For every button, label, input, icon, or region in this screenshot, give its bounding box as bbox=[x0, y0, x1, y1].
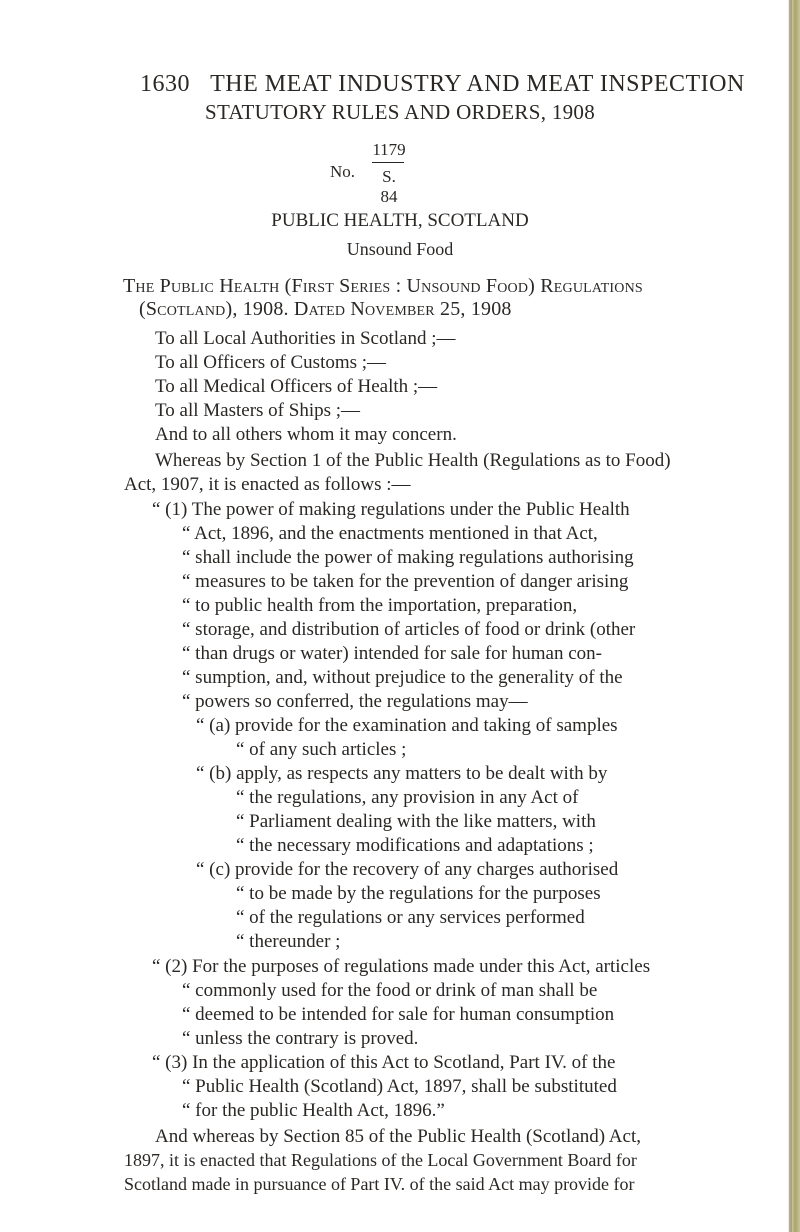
quoted-line: “ (2) For the purposes of regulations made under this Act, articles bbox=[152, 956, 651, 977]
quoted-line: “ (a) provide for the examination and taking of samples bbox=[196, 715, 618, 736]
page-number: 1630 bbox=[140, 71, 190, 97]
quoted-line: “ sumption, and, without prejudice to the generality of the bbox=[182, 667, 623, 688]
subject-heading: PUBLIC HEALTH, SCOTLAND bbox=[271, 210, 529, 231]
address-line: To all Officers of Customs ;— bbox=[155, 352, 387, 373]
quoted-line: “ thereunder ; bbox=[236, 931, 341, 952]
quoted-line: “ than drugs or water) intended for sale for human con- bbox=[182, 643, 602, 664]
fraction-bar bbox=[372, 162, 404, 163]
quoted-line: “ (1) The power of making regulations under the Public Health bbox=[152, 499, 630, 520]
quoted-line: “ for the public Health Act, 1896.” bbox=[182, 1100, 445, 1121]
address-line: And to all others whom it may concern. bbox=[155, 424, 457, 445]
running-title: THE MEAT INDUSTRY AND MEAT INSPECTION bbox=[210, 71, 745, 97]
quoted-line: “ commonly used for the food or drink of man shall be bbox=[182, 980, 598, 1001]
quoted-line: “ unless the contrary is proved. bbox=[182, 1028, 419, 1049]
quoted-line: “ (b) apply, as respects any matters to be dealt with by bbox=[196, 763, 608, 784]
order-heading: STATUTORY RULES AND ORDERS, 1908 bbox=[204, 100, 596, 124]
quoted-line: “ to public health from the importation, preparation, bbox=[182, 595, 578, 616]
quoted-line: “ of the regulations or any services performed bbox=[236, 907, 585, 928]
quoted-line: “ (3) In the application of this Act to Scotland, Part IV. of the bbox=[152, 1052, 616, 1073]
address-line: To all Masters of Ships ;— bbox=[155, 400, 361, 421]
quoted-line: “ shall include the power of making regulations authorising bbox=[182, 547, 634, 568]
quoted-line: “ the regulations, any provision in any Act of bbox=[236, 787, 579, 808]
body-line: 1897, it is enacted that Regulations of the Local Government Board for bbox=[124, 1150, 637, 1170]
body-line: Scotland made in pursuance of Part IV. of the said Act may provide for bbox=[124, 1174, 635, 1194]
quoted-line: “ to be made by the regulations for the purposes bbox=[236, 883, 601, 904]
order-number-label: No. bbox=[330, 162, 356, 181]
address-line: To all Local Authorities in Scotland ;— bbox=[155, 328, 456, 349]
regulations-title-line: (Scotland), 1908. Dated November 25, 1908 bbox=[139, 298, 512, 320]
body-line: And whereas by Section 85 of the Public Health (Scotland) Act, bbox=[155, 1126, 641, 1147]
quoted-line: “ (c) provide for the recovery of any charges authorised bbox=[196, 859, 619, 880]
quoted-line: “ storage, and distribution of articles of food or drink (other bbox=[182, 619, 636, 640]
order-number-denominator: S. 84 bbox=[380, 167, 398, 206]
body-line: Whereas by Section 1 of the Public Health (Regulations as to Food) bbox=[155, 450, 671, 471]
running-head bbox=[140, 72, 745, 96]
page-edge-shadow bbox=[789, 0, 792, 1232]
quoted-line: “ of any such articles ; bbox=[236, 739, 407, 760]
quoted-line: “ Act, 1896, and the enactments mentioned in that Act, bbox=[182, 523, 598, 544]
order-number-numerator: 1179 bbox=[372, 140, 406, 159]
quoted-line: “ deemed to be intended for sale for human consumption bbox=[182, 1004, 615, 1025]
quoted-line: “ measures to be taken for the prevention of danger arising bbox=[182, 571, 629, 592]
quoted-line: “ powers so conferred, the regulations may— bbox=[182, 691, 528, 712]
quoted-line: “ the necessary modifications and adaptations ; bbox=[236, 835, 594, 856]
body-line: Act, 1907, it is enacted as follows :— bbox=[124, 474, 411, 495]
regulations-title-line: The Public Health (First Series : Unsound Food) Regulations bbox=[123, 275, 643, 297]
address-line: To all Medical Officers of Health ;— bbox=[155, 376, 438, 397]
quoted-line: “ Parliament dealing with the like matters, with bbox=[236, 811, 596, 832]
quoted-line: “ Public Health (Scotland) Act, 1897, shall be substituted bbox=[182, 1076, 617, 1097]
subject-subheading: Unsound Food bbox=[346, 239, 454, 259]
